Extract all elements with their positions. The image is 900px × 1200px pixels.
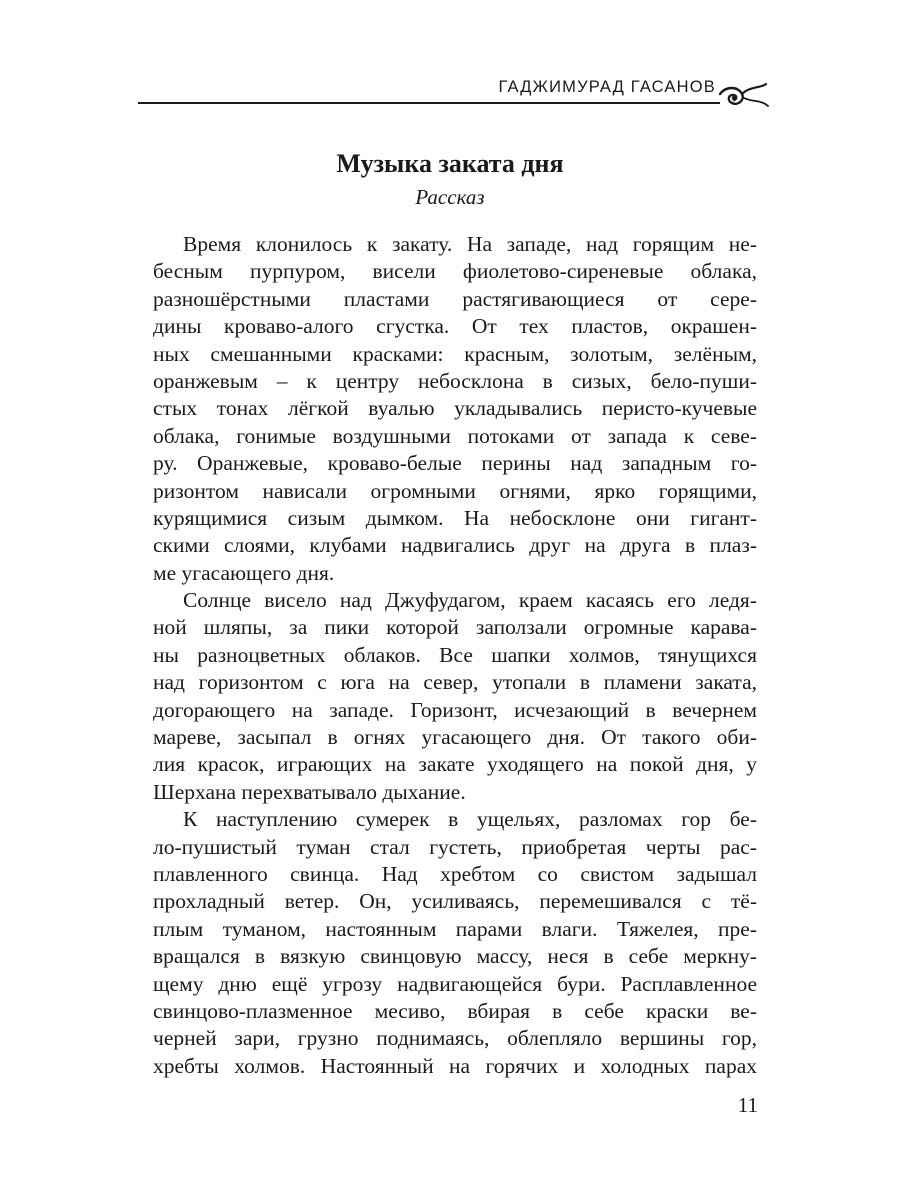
text-line: стых тонах лёгкой вуалью укладывались перисто-кучевые bbox=[153, 396, 757, 421]
text-line: плавленного свинца. Над хребтом со свистом задышал bbox=[153, 861, 757, 886]
text-line: ной шляпы, за пики которой заползали огромные карава- bbox=[153, 615, 757, 640]
text-line: Солнце висело над Джуфудагом, краем касаясь его ледя- bbox=[183, 588, 757, 613]
text-line: ны разноцветных облаков. Все шапки холмов, тянущихся bbox=[153, 642, 757, 667]
text-line: ризонтом нависали огромными огнями, ярко горящими, bbox=[153, 478, 757, 503]
story-subtitle: Рассказ bbox=[415, 185, 485, 209]
text-line: курящимися сизым дымком. На небосклоне они гигант- bbox=[153, 505, 757, 530]
text-line: дины кроваво-алого сгустка. От тех пластов, окрашен- bbox=[153, 314, 757, 339]
swirl-ornament-icon bbox=[716, 80, 772, 112]
text-line: облака, гонимые воздушными потоками от запада к севе- bbox=[153, 423, 757, 448]
text-line: бесным пурпуром, висели фиолетово-сиреневые облака, bbox=[153, 259, 757, 284]
page-number: 11 bbox=[737, 1093, 758, 1117]
text-line: плым туманом, настоянным парами влаги. Тяжелея, пре- bbox=[153, 916, 757, 941]
running-header bbox=[138, 70, 720, 104]
text-line: К наступлению сумерек в ущельях, разломах гор бе- bbox=[183, 807, 757, 832]
story-title: Музыка заката дня bbox=[336, 149, 564, 178]
text-line: мареве, засыпал в огнях угасающего дня. От такого оби- bbox=[153, 725, 757, 750]
text-line: разношёрстными пластами растягивающиеся от сере- bbox=[153, 286, 757, 311]
text-line: лия красок, играющих на закате уходящего на покой дня, у bbox=[153, 752, 757, 777]
text-line: Шерхана перехватывало дыхание. bbox=[153, 779, 466, 804]
text-line: прохладный ветер. Он, усиливаясь, перемешивался с тё- bbox=[153, 889, 757, 914]
text-line: скими слоями, клубами надвигались друг на друга в плаз- bbox=[153, 533, 757, 558]
text-line: ло-пушистый туман стал густеть, приобретая черты рас- bbox=[153, 834, 757, 859]
text-line: свинцово-плазменное месиво, вбирая в себе краски ве- bbox=[153, 998, 757, 1023]
text-line: ру. Оранжевые, кроваво-белые перины над западным го- bbox=[153, 451, 757, 476]
text-line: ных смешанными красками: красным, золотым, зелёным, bbox=[153, 341, 757, 366]
running-header-author: ГАДЖИМУРАД ГАСАНОВ bbox=[498, 78, 716, 96]
text-line: черней зари, грузно поднимаясь, облепляло вершины гор, bbox=[153, 1026, 757, 1051]
story-body bbox=[153, 231, 757, 1080]
text-line: щему дню ещё угрозу надвигающейся бури. Расплавленное bbox=[153, 971, 757, 996]
text-line: догорающего на западе. Горизонт, исчезающий в вечернем bbox=[153, 697, 757, 722]
text-line: вращался в вязкую свинцовую массу, неся в себе меркну- bbox=[153, 944, 757, 969]
text-line: над горизонтом с юга на север, утопали в пламени заката, bbox=[153, 670, 757, 695]
text-line: оранжевым – к центру небосклона в сизых, бело-пуши- bbox=[153, 368, 757, 393]
title-block bbox=[138, 146, 762, 212]
text-line: Время клонилось к закату. На западе, над горящим не- bbox=[183, 232, 757, 256]
text-line: ме угасающего дня. bbox=[153, 560, 335, 585]
text-line: хребты холмов. Настоянный на горячих и холодных парах bbox=[153, 1053, 757, 1078]
